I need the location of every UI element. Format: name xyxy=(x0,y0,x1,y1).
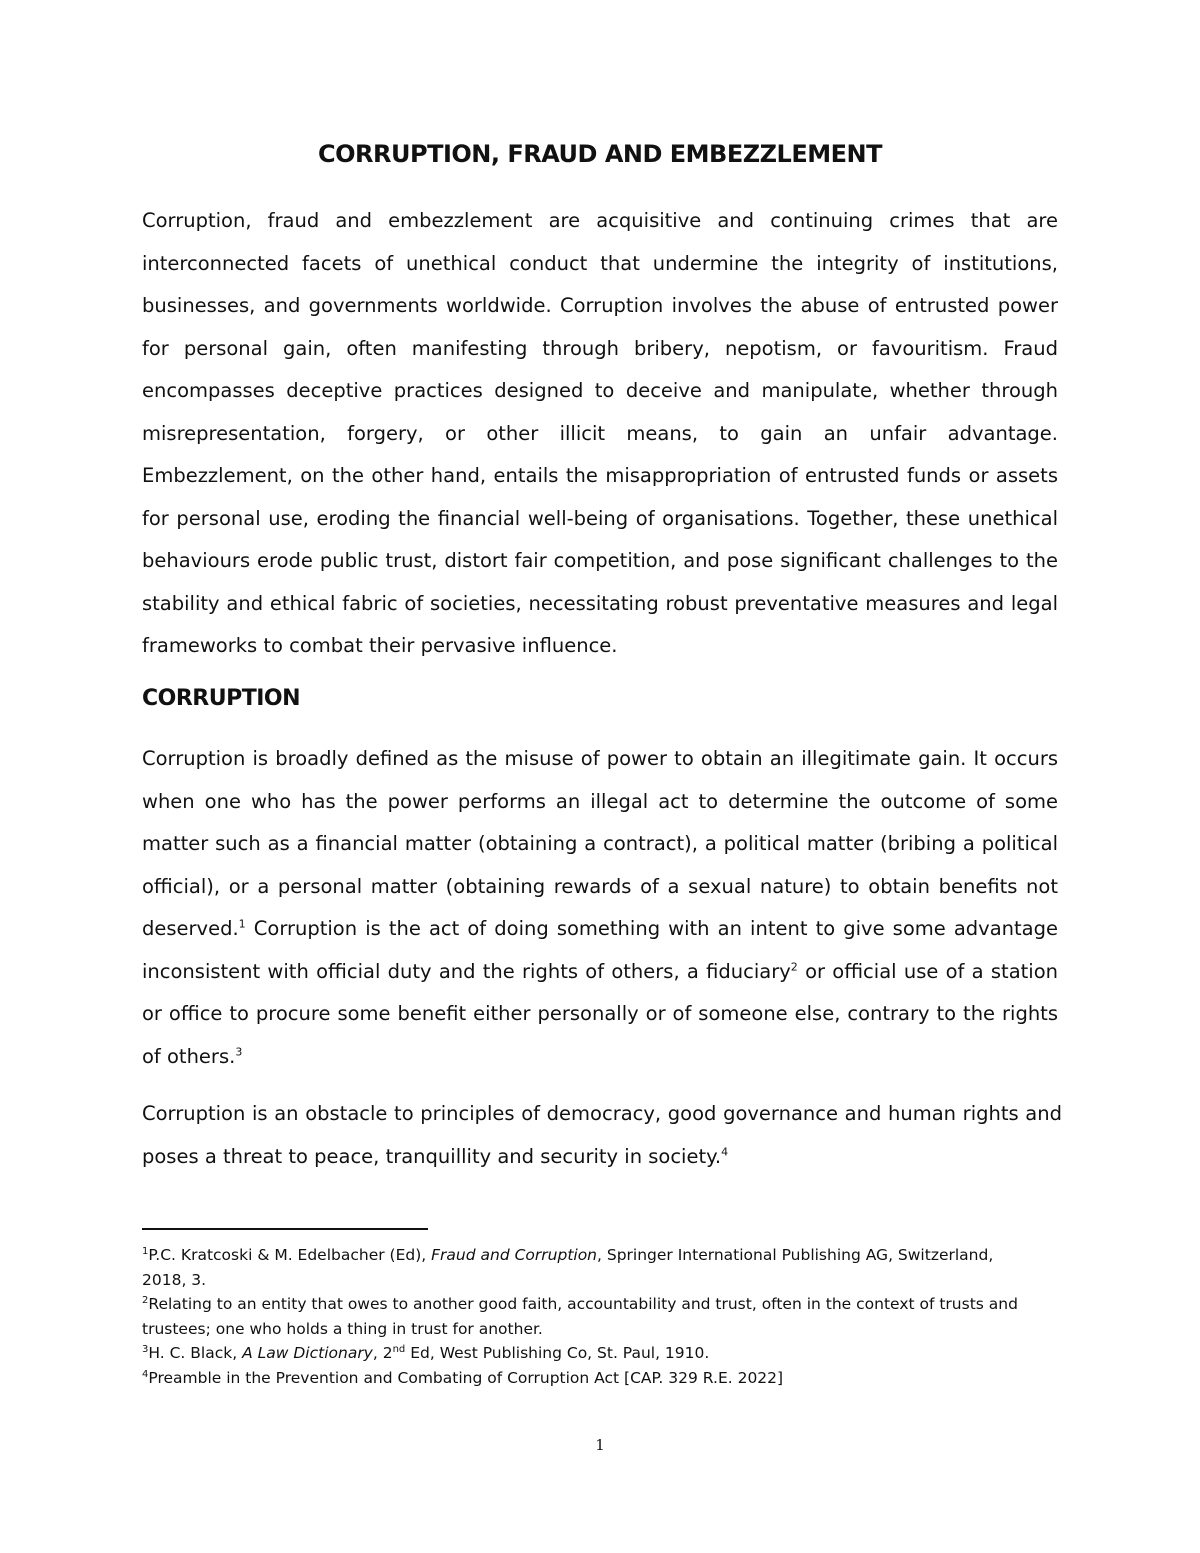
second-paragraph-text: Corruption is an obstacle to principles of democracy, good governance and human rights and poses a threat to peace, tranquillity and security in society. xyxy=(142,1102,1062,1168)
footnote-3-edition: , 2 xyxy=(372,1344,393,1362)
second-paragraph xyxy=(142,1093,1062,1178)
footnote-ref-2[interactable]: 2 xyxy=(790,960,798,973)
page-title: CORRUPTION, FRAUD AND EMBEZZLEMENT xyxy=(318,140,882,168)
footnote-4-marker: 4 xyxy=(142,1368,149,1380)
footnote-ref-1[interactable]: 1 xyxy=(238,917,246,931)
footnote-2-text: Relating to an entity that owes to another good faith, accountability and trust, often in the context of trusts and trustees; one who holds a thing in trust for another. xyxy=(142,1295,1018,1338)
section-paragraph-part2: Corruption is the act of doing something with an intent to give some advantage inconsistent with official duty and the rights of others, a fiduciary xyxy=(142,917,1058,983)
footnote-ref-3[interactable]: 3 xyxy=(235,1045,243,1058)
footnote-3-title: A Law Dictionary xyxy=(242,1344,373,1362)
footnote-3-publisher: Ed, West Publishing Co, St. Paul, 1910. xyxy=(405,1344,710,1362)
section-paragraph-part1: Corruption is broadly defined as the misuse of power to obtain an illegitimate gain. It occurs when one who has the power performs an illegal act to determine the outcome of some matter such as a financial matter (obtaining a contract), a political matter (bribing a political official), or a personal matter (obtaining rewards of a sexual nature) to obtain benefits not deserved. xyxy=(142,747,1058,940)
footnote-ref-4[interactable]: 4 xyxy=(721,1145,729,1158)
footnote-2 xyxy=(142,1292,1042,1341)
section-heading: CORRUPTION xyxy=(142,686,301,711)
footnotes xyxy=(142,1243,1042,1390)
footnote-3-text: H. C. Black, xyxy=(148,1344,243,1362)
footnote-1-title: Fraud and Corruption xyxy=(431,1246,598,1264)
section-paragraph-part3: or official use of a station or office to procure some benefit either personally or of someone else, contrary to the rights of others. xyxy=(142,959,1058,1068)
section-paragraph xyxy=(142,738,1058,1078)
footnote-2-marker: 2 xyxy=(142,1294,149,1306)
footnote-1-text: P.C. Kratcoski & M. Edelbacher (Ed), xyxy=(148,1246,432,1264)
footnote-1-marker: 1 xyxy=(142,1245,149,1257)
footnote-3 xyxy=(142,1341,1042,1366)
footnote-separator xyxy=(142,1228,428,1230)
footnote-4-text: Preamble in the Prevention and Combating of Corruption Act [CAP. 329 R.E. 2022] xyxy=(148,1368,784,1387)
footnote-1-publisher: , Springer International Publishing AG, Switzerland, 2018, 3. xyxy=(142,1246,994,1289)
intro-paragraph: Corruption, fraud and embezzlement are acquisitive and continuing crimes that are interconnected facets of unethical conduct that undermine the integrity of institutions, businesses, and governments worldwide. Corruption involves the abuse of entrusted power for personal gain, often manifesting through bribery, nepotism, or favouritism. Fraud encompasses deceptive practices designed to deceive and manipulate, whether through misrepresentation, forgery, or other illicit means, to gain an unfair advantage. Embezzlement, on the other hand, entails the misappropriation of entrusted funds or assets for personal use, eroding the financial well-being of organisations. Together, these unethical behaviours erode public trust, distort fair competition, and pose significant challenges to the stability and ethical fabric of societies, necessitating robust preventative measures and legal frameworks to combat their pervasive influence. xyxy=(142,209,1058,657)
footnote-4 xyxy=(142,1366,1042,1391)
footnote-3-marker: 3 xyxy=(142,1343,149,1355)
page-number: 1 xyxy=(595,1436,605,1454)
footnote-1 xyxy=(142,1243,1042,1292)
footnote-3-edition-suffix: nd xyxy=(392,1343,406,1355)
